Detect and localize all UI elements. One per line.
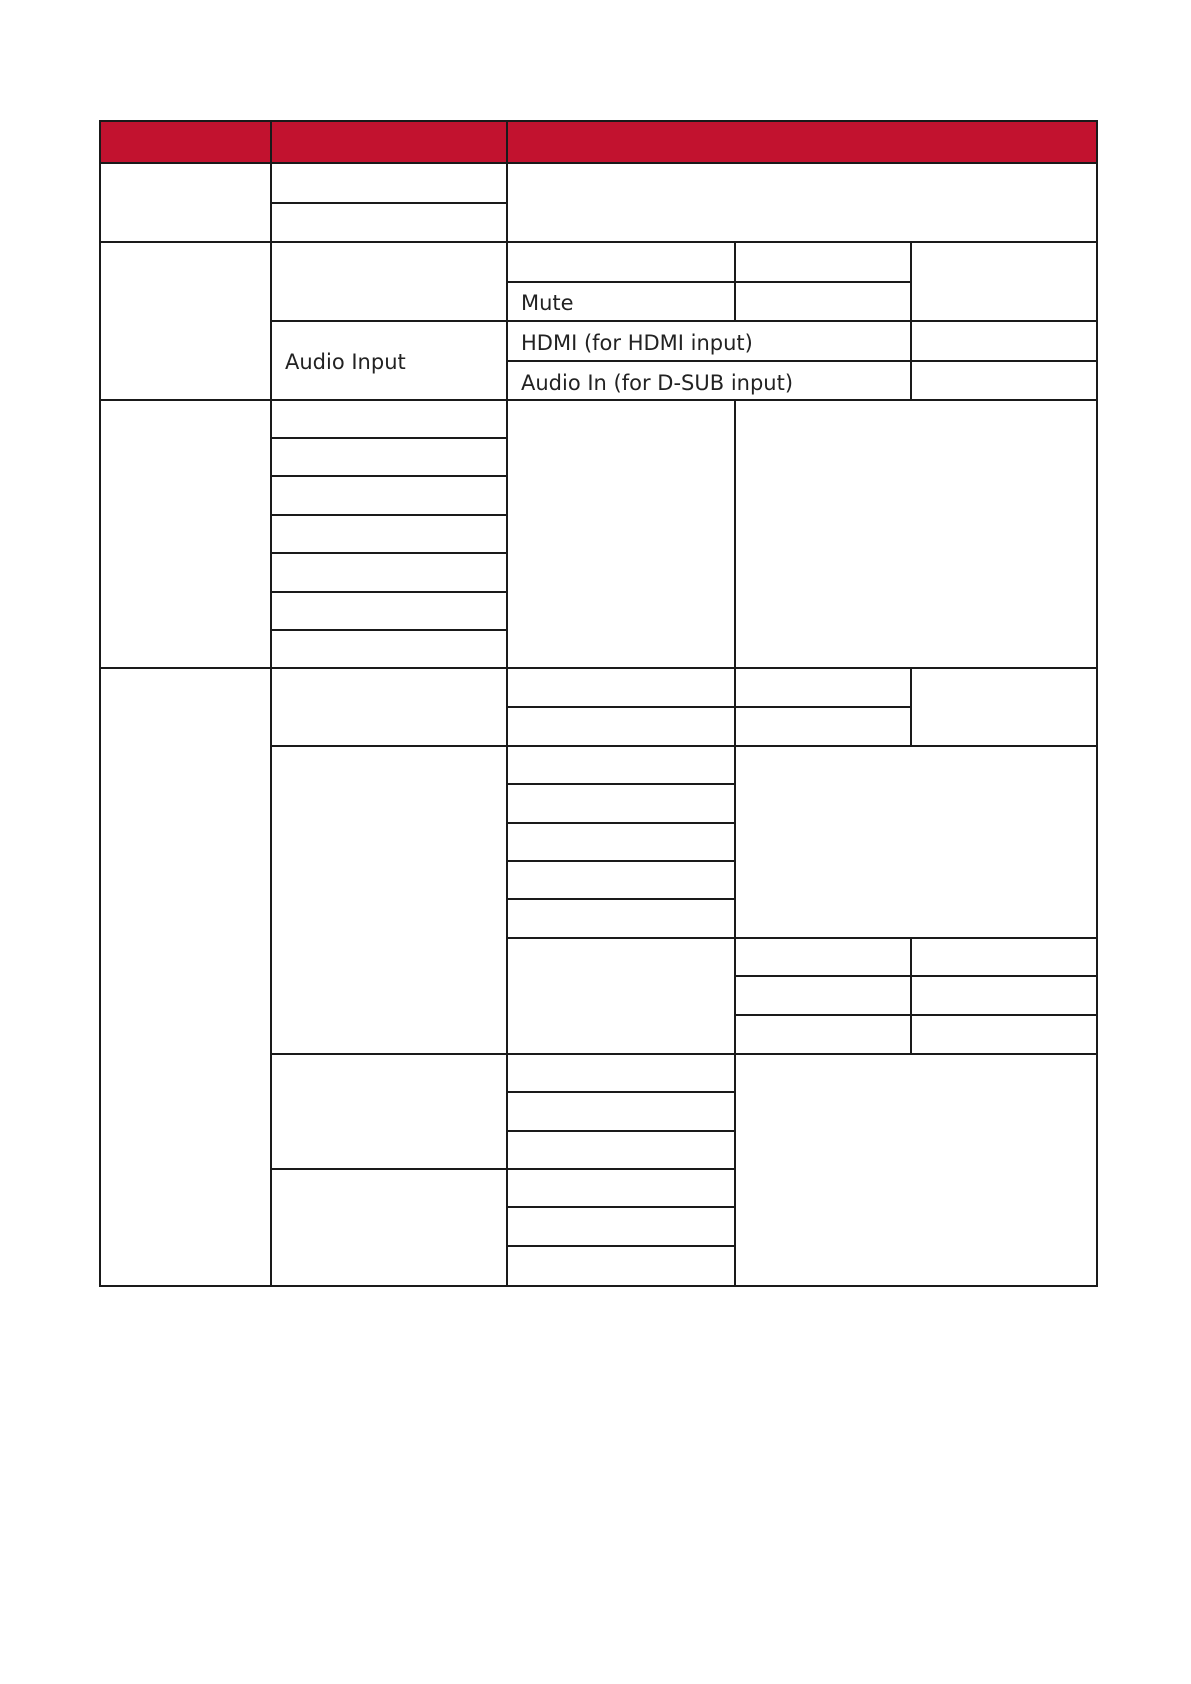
row-rule	[271, 437, 507, 439]
divider-col-3	[734, 400, 736, 668]
row-rule	[271, 1168, 735, 1170]
mute-label: Mute	[521, 291, 574, 315]
row-rule	[271, 591, 507, 593]
table-border-right	[1096, 120, 1098, 1287]
row-rule	[507, 860, 735, 862]
row-rule	[507, 898, 735, 900]
row-rule	[507, 783, 735, 785]
divider-col-3	[734, 668, 736, 1286]
header-cell-sub-menu	[271, 121, 507, 163]
row-rule	[507, 1245, 735, 1247]
row-rule	[271, 552, 507, 554]
row-rule	[735, 975, 1098, 977]
row-rule	[735, 1014, 1098, 1016]
row-rule	[507, 1130, 735, 1132]
row-rule	[271, 514, 507, 516]
row-rule	[271, 745, 1098, 747]
table-border-left	[99, 120, 101, 1287]
table-border-bottom	[100, 1285, 1098, 1287]
hdmi-option-label: HDMI (for HDMI input)	[521, 331, 753, 355]
header-cell-menu-option	[507, 121, 1098, 163]
row-rule	[100, 162, 1098, 164]
row-rule	[100, 241, 1098, 243]
header-cell-main-menu	[100, 121, 271, 163]
audio-input-label: Audio Input	[285, 350, 406, 374]
row-rule	[100, 399, 1098, 401]
row-rule	[271, 1053, 1098, 1055]
row-rule	[507, 706, 911, 708]
row-rule	[507, 937, 1098, 939]
audio-in-option-label: Audio In (for D-SUB input)	[521, 371, 794, 395]
divider-col-1	[270, 120, 272, 1287]
row-rule	[271, 320, 1098, 322]
row-rule	[507, 822, 735, 824]
row-rule	[271, 202, 507, 204]
row-rule	[507, 360, 1098, 362]
row-rule	[507, 1206, 735, 1208]
row-rule	[507, 1091, 735, 1093]
table-border-top	[100, 120, 1098, 122]
row-rule	[507, 281, 911, 283]
row-rule	[100, 667, 1098, 669]
divider-col-4	[910, 937, 912, 1054]
divider-col-2	[506, 120, 508, 1287]
row-rule	[271, 475, 507, 477]
row-rule	[271, 629, 507, 631]
